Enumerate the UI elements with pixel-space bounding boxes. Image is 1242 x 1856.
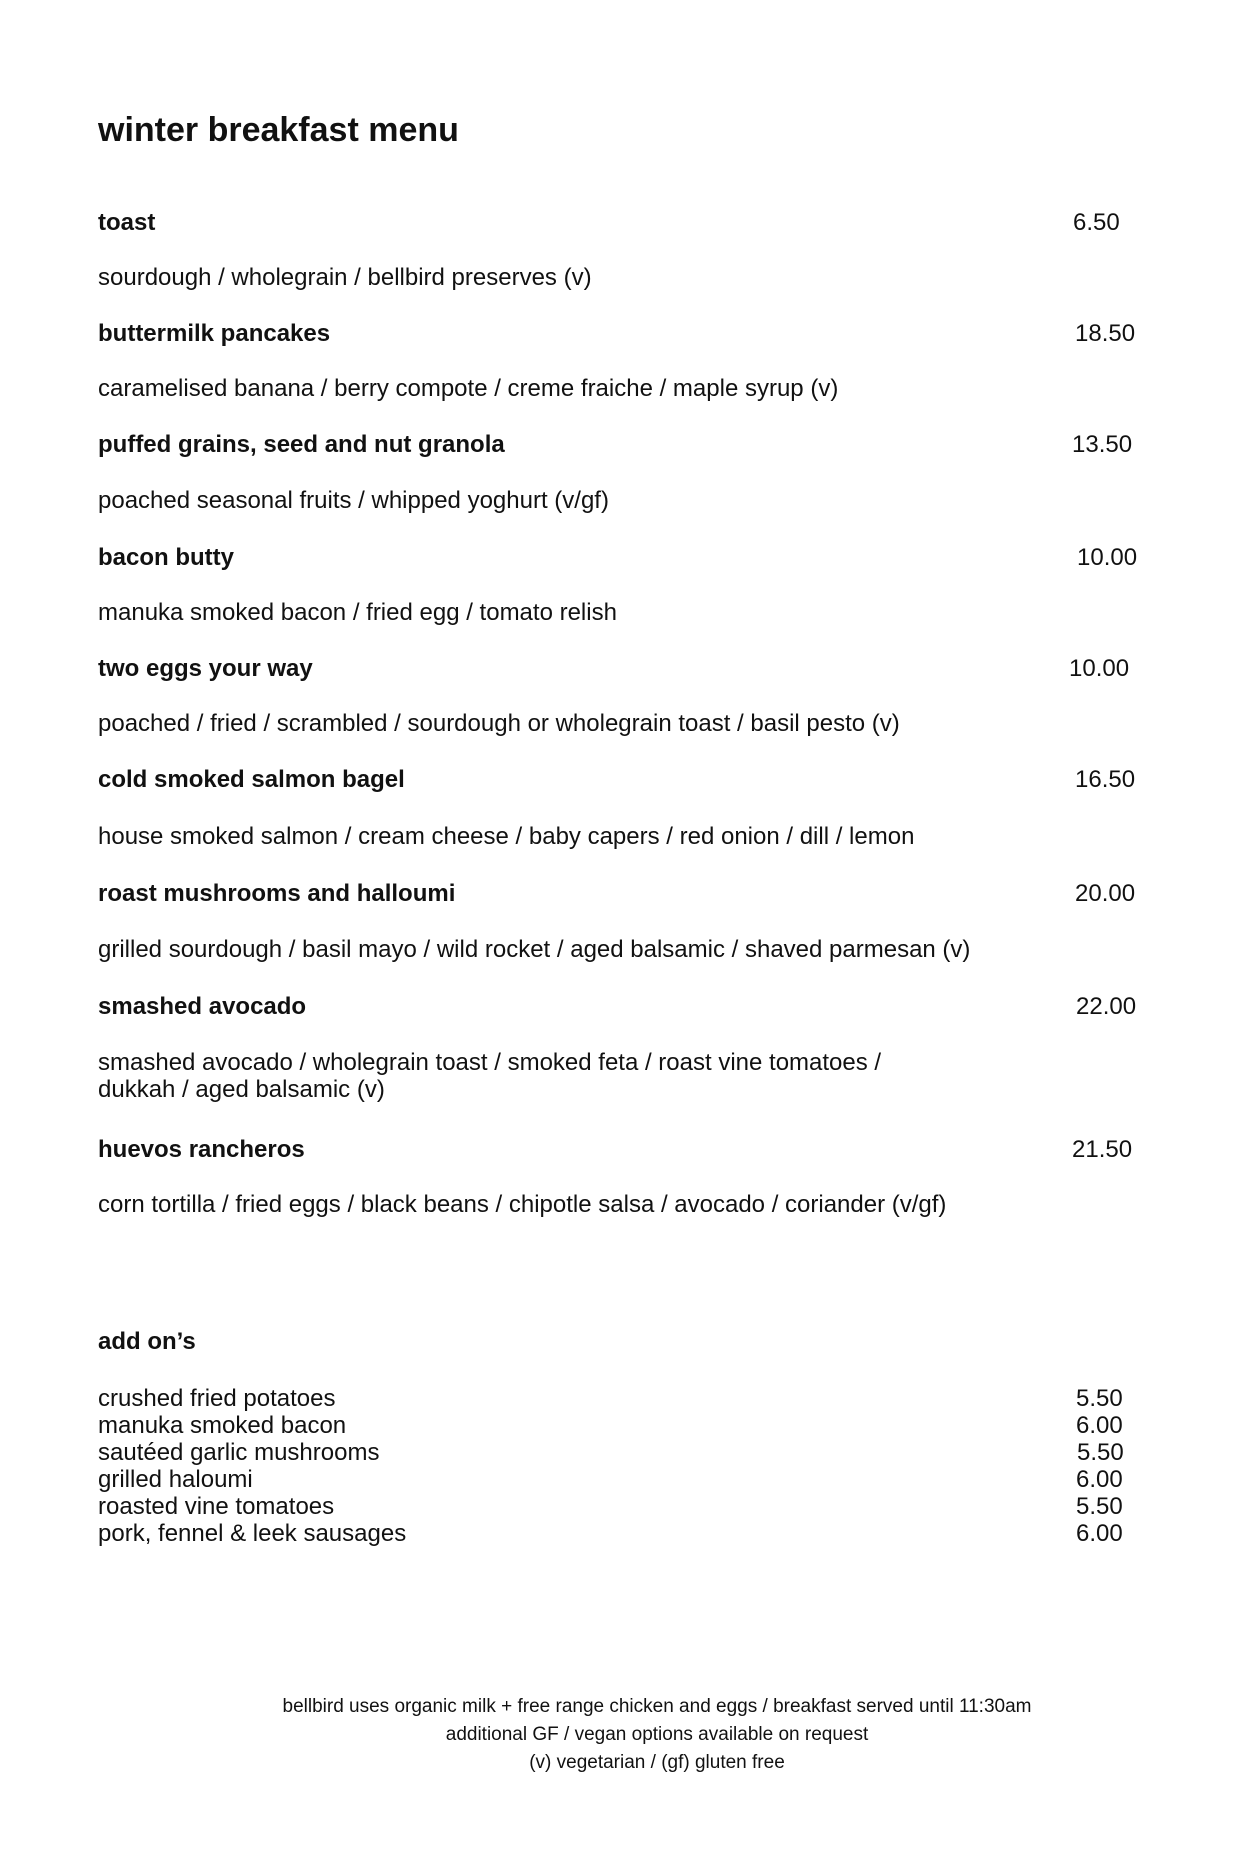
- dish-description: [98, 600, 1058, 627]
- dish-price: 16.50: [1075, 766, 1136, 793]
- dish-description: [98, 376, 1058, 403]
- dish-description: [98, 824, 1058, 851]
- addon-price: 6.00: [1076, 1520, 1123, 1547]
- dish-description: [98, 1192, 1058, 1219]
- dish-description-line: sourdough / wholegrain / bellbird preserves (v): [98, 264, 592, 291]
- dish-price: 20.00: [1075, 880, 1136, 907]
- footer-note: additional GF / vegan options available on request: [445, 1724, 869, 1745]
- addon-name: pork, fennel & leek sausages: [98, 1520, 407, 1547]
- dish-description: [98, 711, 1058, 738]
- dish-description-line: corn tortilla / fried eggs / black beans / chipotle salsa / avocado / coriander (v/gf): [98, 1191, 947, 1218]
- dish-description-line: house smoked salmon / cream cheese / baby capers / red onion / dill / lemon: [98, 823, 915, 850]
- addon-price: 6.00: [1076, 1466, 1123, 1493]
- dish-name: roast mushrooms and halloumi: [98, 880, 456, 907]
- dish-description: [98, 1050, 1058, 1104]
- dish-description-line: smashed avocado / wholegrain toast / smoked feta / roast vine tomatoes /: [98, 1049, 882, 1076]
- addon-price: 6.00: [1076, 1412, 1123, 1439]
- addon-name: manuka smoked bacon: [98, 1412, 347, 1439]
- dish-price: 21.50: [1072, 1136, 1133, 1163]
- menu-title: winter breakfast menu: [98, 111, 459, 149]
- dish-name: smashed avocado: [98, 993, 307, 1020]
- dish-description-line: poached / fried / scrambled / sourdough or wholegrain toast / basil pesto (v): [98, 710, 900, 737]
- addon-price: 5.50: [1077, 1439, 1124, 1466]
- dish-price: 13.50: [1072, 431, 1133, 458]
- dish-description: [98, 265, 1058, 292]
- dish-price: 22.00: [1076, 993, 1137, 1020]
- dish-price: 6.50: [1073, 209, 1120, 236]
- footer-note: (v) vegetarian / (gf) gluten free: [529, 1752, 785, 1773]
- dish-description-line: caramelised banana / berry compote / creme fraiche / maple syrup (v): [98, 375, 839, 402]
- dish-name: puffed grains, seed and nut granola: [98, 431, 505, 458]
- dish-name: cold smoked salmon bagel: [98, 766, 405, 793]
- dish-price: 18.50: [1075, 320, 1136, 347]
- dish-description-line: dukkah / aged balsamic (v): [98, 1075, 385, 1103]
- dish-price: 10.00: [1069, 655, 1130, 682]
- addon-price: 5.50: [1076, 1385, 1123, 1412]
- dish-description: [98, 937, 1058, 964]
- addon-name: roasted vine tomatoes: [98, 1493, 335, 1520]
- addon-price: 5.50: [1076, 1493, 1123, 1520]
- dish-description-line: poached seasonal fruits / whipped yoghurt (v/gf): [98, 487, 609, 514]
- dish-description: [98, 488, 1058, 515]
- dish-name: buttermilk pancakes: [98, 320, 331, 347]
- addon-name: crushed fried potatoes: [98, 1385, 336, 1412]
- dish-description-line: grilled sourdough / basil mayo / wild rocket / aged balsamic / shaved parmesan (v): [98, 936, 971, 963]
- dish-name: huevos rancheros: [98, 1136, 305, 1163]
- addon-name: sautéed garlic mushrooms: [98, 1439, 380, 1466]
- dish-name: toast: [98, 209, 156, 236]
- dish-price: 10.00: [1077, 544, 1138, 571]
- dish-description-line: manuka smoked bacon / fried egg / tomato relish: [98, 599, 617, 626]
- dish-name: bacon butty: [98, 544, 234, 571]
- addons-heading: add on’s: [98, 1328, 196, 1355]
- footer-note: bellbird uses organic milk + free range chicken and eggs / breakfast served until 11:30am: [282, 1696, 1032, 1717]
- dish-name: two eggs your way: [98, 655, 313, 682]
- addon-name: grilled haloumi: [98, 1466, 253, 1493]
